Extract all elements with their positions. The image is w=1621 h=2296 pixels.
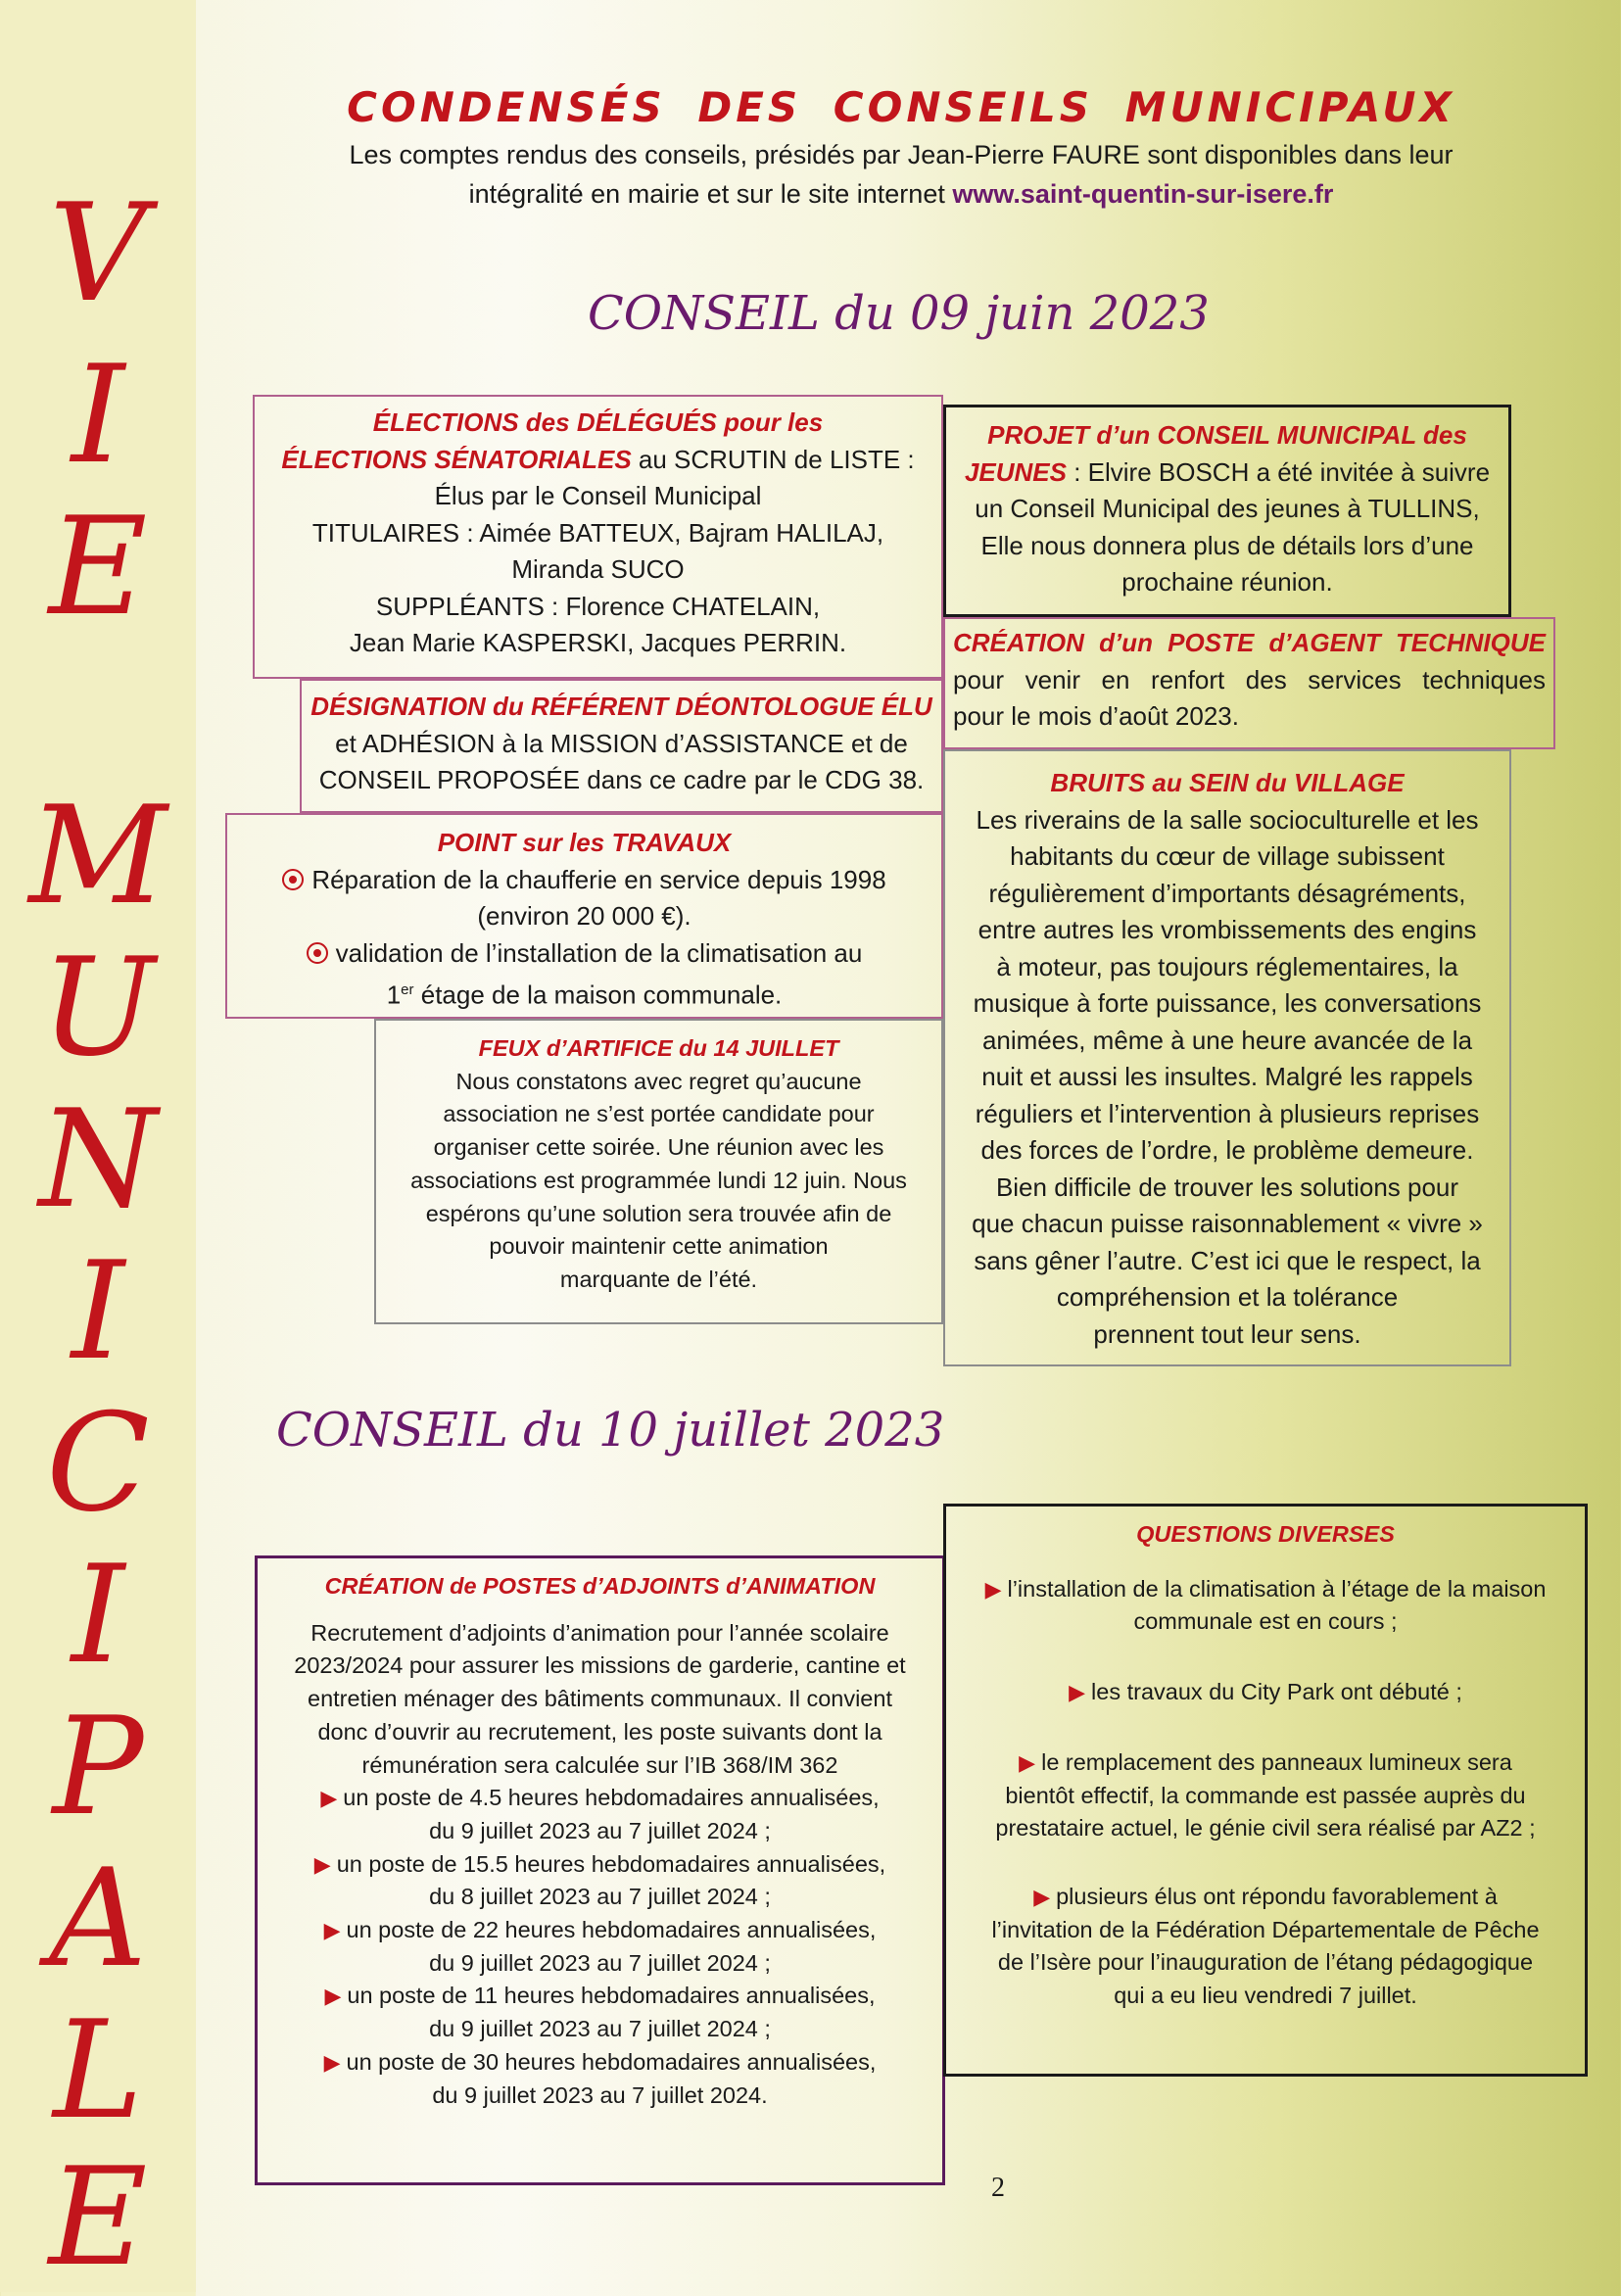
question-line: l’invitation de la Fédération Départementale de Pêche — [991, 1916, 1540, 1942]
side-title-letter: M — [28, 777, 167, 934]
referent-line: et ADHÉSION à la MISSION d’ASSISTANCE et de — [335, 728, 908, 758]
adjoints-intro-line: Recrutement d’adjoints d’animation pour l’année scolaire — [310, 1619, 889, 1646]
creation-poste-line: pour le mois d’août 2023. — [953, 701, 1239, 731]
adjoints-intro-line: 2023/2024 pour assurer les missions de garderie, cantine et — [294, 1652, 906, 1679]
conseil-juin-title: CONSEIL du 09 juin 2023 — [588, 286, 1210, 341]
bruits-line: entre autres les vrombissements des engins — [977, 915, 1477, 944]
creation-poste-heading: CRÉATION d’un POSTE d’AGENT TECHNIQUE — [953, 628, 1546, 657]
elections-line: SUPPLÉANTS : Florence CHATELAIN, — [375, 591, 821, 621]
bruits-line: que chacun puisse raisonnablement « vivre » — [972, 1209, 1483, 1238]
floor-suffix: er — [401, 981, 414, 998]
question-item — [946, 1676, 1585, 1709]
travaux-item-text: validation de l’installation de la climatisation au — [335, 937, 863, 968]
poste-item — [258, 1782, 942, 1815]
creation-poste-box — [943, 617, 1555, 749]
bruits-line: sans gêner l’autre. C’est ici que le respect, la — [974, 1245, 1481, 1275]
questions-heading: QUESTIONS DIVERSES — [1136, 1521, 1395, 1547]
feux-line: espérons qu’une solution sera trouvée afin de — [425, 1200, 892, 1226]
bruits-line: musique à forte puissance, les conversations — [973, 988, 1482, 1018]
target-bullet-icon — [282, 869, 304, 890]
poste-item — [258, 1980, 942, 2013]
side-title-letter: I — [71, 1232, 125, 1390]
poste-text: un poste de 15.5 heures hebdomadaires annualisées, — [336, 1850, 886, 1877]
side-title-letter: A — [49, 1840, 147, 1997]
travaux-item — [227, 862, 941, 899]
referent-heading: DÉSIGNATION du RÉFÉRENT DÉONTOLOGUE ÉLU — [310, 692, 932, 721]
poste-item — [258, 2046, 942, 2080]
question-text: l’installation de la climatisation à l’étage de la maison — [1007, 1575, 1547, 1602]
elections-box — [253, 395, 943, 679]
bruits-line: compréhension et la tolérance — [1056, 1282, 1399, 1312]
bruits-line: habitants du cœur de village subissent — [1010, 841, 1445, 871]
referent-box — [300, 679, 943, 813]
triangle-bullet-icon: ▶ — [1019, 1749, 1036, 1775]
page-title: CONDENSÉS DES CONSEILS MUNICIPAUX — [347, 83, 1455, 131]
creation-poste-line: pour venir en renfort des services techniques — [953, 664, 1546, 694]
elections-heading-suffix: au SCRUTIN de LISTE : — [631, 444, 915, 474]
subtitle-text: intégralité en mairie et sur le site internet — [468, 179, 953, 209]
elections-heading-line — [255, 442, 941, 479]
bruits-line: des forces de l’ordre, le problème demeure. — [980, 1135, 1474, 1165]
travaux-item-text: Réparation de la chaufferie en service depuis 1998 — [311, 864, 886, 894]
poste-dates: du 9 juillet 2023 au 7 juillet 2024. — [432, 2081, 768, 2108]
side-title-letter: C — [46, 1384, 150, 1542]
bruits-line: à moteur, pas toujours réglementaires, la — [996, 951, 1458, 981]
elections-heading-2: ÉLECTIONS SÉNATORIALES — [281, 444, 632, 474]
question-text: plusieurs élus ont répondu favorablement à — [1056, 1883, 1498, 1909]
bruits-line: régulièrement d’importants désagréments, — [988, 878, 1466, 908]
side-title-letter: N — [38, 1080, 158, 1238]
conseil-juillet-title: CONSEIL du 10 juillet 2023 — [276, 1403, 945, 1458]
questions-box — [943, 1504, 1588, 2077]
page-number: 2 — [991, 2173, 1005, 2203]
target-bullet-icon — [307, 942, 328, 964]
question-item — [946, 1881, 1585, 1914]
bruits-line: Bien difficile de trouver les solutions pour — [995, 1172, 1459, 1202]
triangle-bullet-icon: ▶ — [1033, 1884, 1051, 1909]
feux-line: Nous constatons avec regret qu’aucune — [455, 1068, 862, 1094]
question-line: communale est en cours ; — [1133, 1608, 1398, 1635]
bruits-line: nuit et aussi les insultes. Malgré les rappels — [981, 1062, 1473, 1091]
poste-dates: du 8 juillet 2023 au 7 juillet 2024 ; — [429, 1884, 771, 1910]
adjoints-heading: CRÉATION de POSTES d’ADJOINTS d’ANIMATION — [324, 1573, 876, 1599]
triangle-bullet-icon: ▶ — [324, 1984, 342, 2009]
bruits-box — [943, 749, 1511, 1366]
triangle-bullet-icon: ▶ — [323, 2049, 341, 2075]
side-title-letter: E — [48, 2138, 148, 2296]
projet-jeunes-box — [943, 405, 1511, 617]
floor-number: 1 — [386, 980, 402, 1010]
adjoints-intro-line: entretien ménager des bâtiments communaux. Il convient — [308, 1686, 892, 1712]
question-line: qui a eu lieu vendredi 7 juillet. — [1114, 1983, 1417, 2009]
side-title-letter: L — [53, 1991, 143, 2149]
question-line: prestataire actuel, le génie civil sera réalisé par AZ2 ; — [995, 1815, 1536, 1842]
triangle-bullet-icon: ▶ — [323, 1918, 341, 1943]
travaux-item — [227, 935, 941, 973]
travaux-item-text: étage de la maison communale. — [413, 980, 783, 1010]
feux-box — [374, 1019, 943, 1324]
subtitle-line — [294, 174, 1508, 214]
feux-line: pouvoir maintenir cette animation — [489, 1233, 829, 1260]
elections-line: Élus par le Conseil Municipal — [434, 481, 762, 510]
triangle-bullet-icon: ▶ — [313, 1851, 331, 1877]
feux-line: organiser cette soirée. Une réunion avec les — [433, 1134, 884, 1161]
poste-item — [258, 1848, 942, 1882]
side-title-letter: I — [71, 1536, 125, 1694]
projet-line: un Conseil Municipal des jeunes à TULLINS, — [975, 494, 1480, 523]
website-link[interactable]: www.saint-quentin-sur-isere.fr — [952, 179, 1334, 209]
side-title-letter: E — [48, 488, 148, 646]
bruits-line: animées, même à une heure avancée de la — [981, 1025, 1473, 1055]
travaux-item-cont: (environ 20 000 €). — [477, 901, 691, 931]
projet-heading: PROJET d’un CONSEIL MUNICIPAL des — [987, 420, 1467, 450]
bruits-line: Les riverains de la salle socioculturelle et les — [976, 804, 1479, 835]
travaux-heading: POINT sur les TRAVAUX — [437, 828, 732, 857]
subtitle-line: Les comptes rendus des conseils, présidés par Jean-Pierre FAURE sont disponibles dans leur — [349, 140, 1454, 169]
feux-line: associations est programmée lundi 12 juin. Nous — [410, 1167, 907, 1193]
feux-heading: FEUX d’ARTIFICE du 14 JUILLET — [478, 1035, 839, 1061]
projet-line — [946, 454, 1508, 492]
triangle-bullet-icon: ▶ — [320, 1786, 338, 1811]
projet-heading-2: JEUNES — [964, 456, 1067, 487]
side-title-strip — [0, 0, 196, 2296]
projet-line: prochaine réunion. — [1121, 567, 1333, 597]
side-title-letter: U — [40, 929, 156, 1086]
referent-line: CONSEIL PROPOSÉE dans ce cadre par le CDG 38. — [318, 765, 925, 794]
elections-line: Miranda SUCO — [511, 554, 685, 584]
triangle-bullet-icon: ▶ — [1069, 1680, 1086, 1705]
poste-text: un poste de 22 heures hebdomadaires annualisées, — [346, 1917, 877, 1943]
question-line: de l’Isère pour l’inauguration de l’étang pédagogique — [997, 1949, 1534, 1976]
page-subtitle — [294, 135, 1508, 214]
question-text: le remplacement des panneaux lumineux sera — [1041, 1748, 1512, 1775]
poste-dates: du 9 juillet 2023 au 7 juillet 2024 ; — [429, 2016, 771, 2042]
poste-text: un poste de 30 heures hebdomadaires annualisées, — [346, 2048, 877, 2075]
poste-text: un poste de 11 heures hebdomadaires annualisées, — [347, 1983, 876, 2009]
poste-dates: du 9 juillet 2023 au 7 juillet 2024 ; — [429, 1817, 771, 1843]
side-title-letter: I — [71, 336, 125, 494]
adjoints-intro-line: donc d’ouvrir au recrutement, les poste suivants dont la — [317, 1718, 882, 1745]
adjoints-box — [255, 1555, 945, 2185]
travaux-box — [225, 813, 943, 1019]
side-title-letter: P — [52, 1688, 144, 1845]
bruits-line: réguliers et l’intervention à plusieurs reprises — [975, 1098, 1480, 1128]
feux-line: association ne s’est portée candidate pour — [443, 1101, 875, 1127]
poste-dates: du 9 juillet 2023 au 7 juillet 2024 ; — [429, 1949, 771, 1976]
elections-line: Jean Marie KASPERSKI, Jacques PERRIN. — [349, 628, 847, 657]
projet-line: Elle nous donnera plus de détails lors d’une — [980, 530, 1474, 560]
bruits-line: prennent tout leur sens. — [1093, 1318, 1361, 1349]
travaux-item-cont — [227, 972, 941, 1014]
adjoints-intro-line: rémunération sera calculée sur l’IB 368/IM 362 — [361, 1751, 838, 1778]
question-text: les travaux du City Park ont débuté ; — [1091, 1679, 1462, 1705]
question-line: bientôt effectif, la commande est passée auprès du — [1005, 1782, 1526, 1808]
poste-text: un poste de 4.5 heures hebdomadaires annualisées, — [343, 1785, 880, 1811]
side-title-letter: V — [49, 174, 147, 332]
projet-text: : Elvire BOSCH a été invitée à suivre — [1066, 456, 1491, 487]
triangle-bullet-icon: ▶ — [984, 1576, 1002, 1602]
poste-item — [258, 1914, 942, 1947]
elections-heading: ÉLECTIONS des DÉLÉGUÉS pour les — [372, 407, 824, 437]
question-item — [946, 1746, 1585, 1780]
question-item — [946, 1573, 1585, 1606]
feux-line: marquante de l’été. — [559, 1266, 758, 1292]
bruits-heading: BRUITS au SEIN du VILLAGE — [1050, 768, 1405, 797]
elections-line: TITULAIRES : Aimée BATTEUX, Bajram HALILAJ, — [311, 517, 884, 548]
